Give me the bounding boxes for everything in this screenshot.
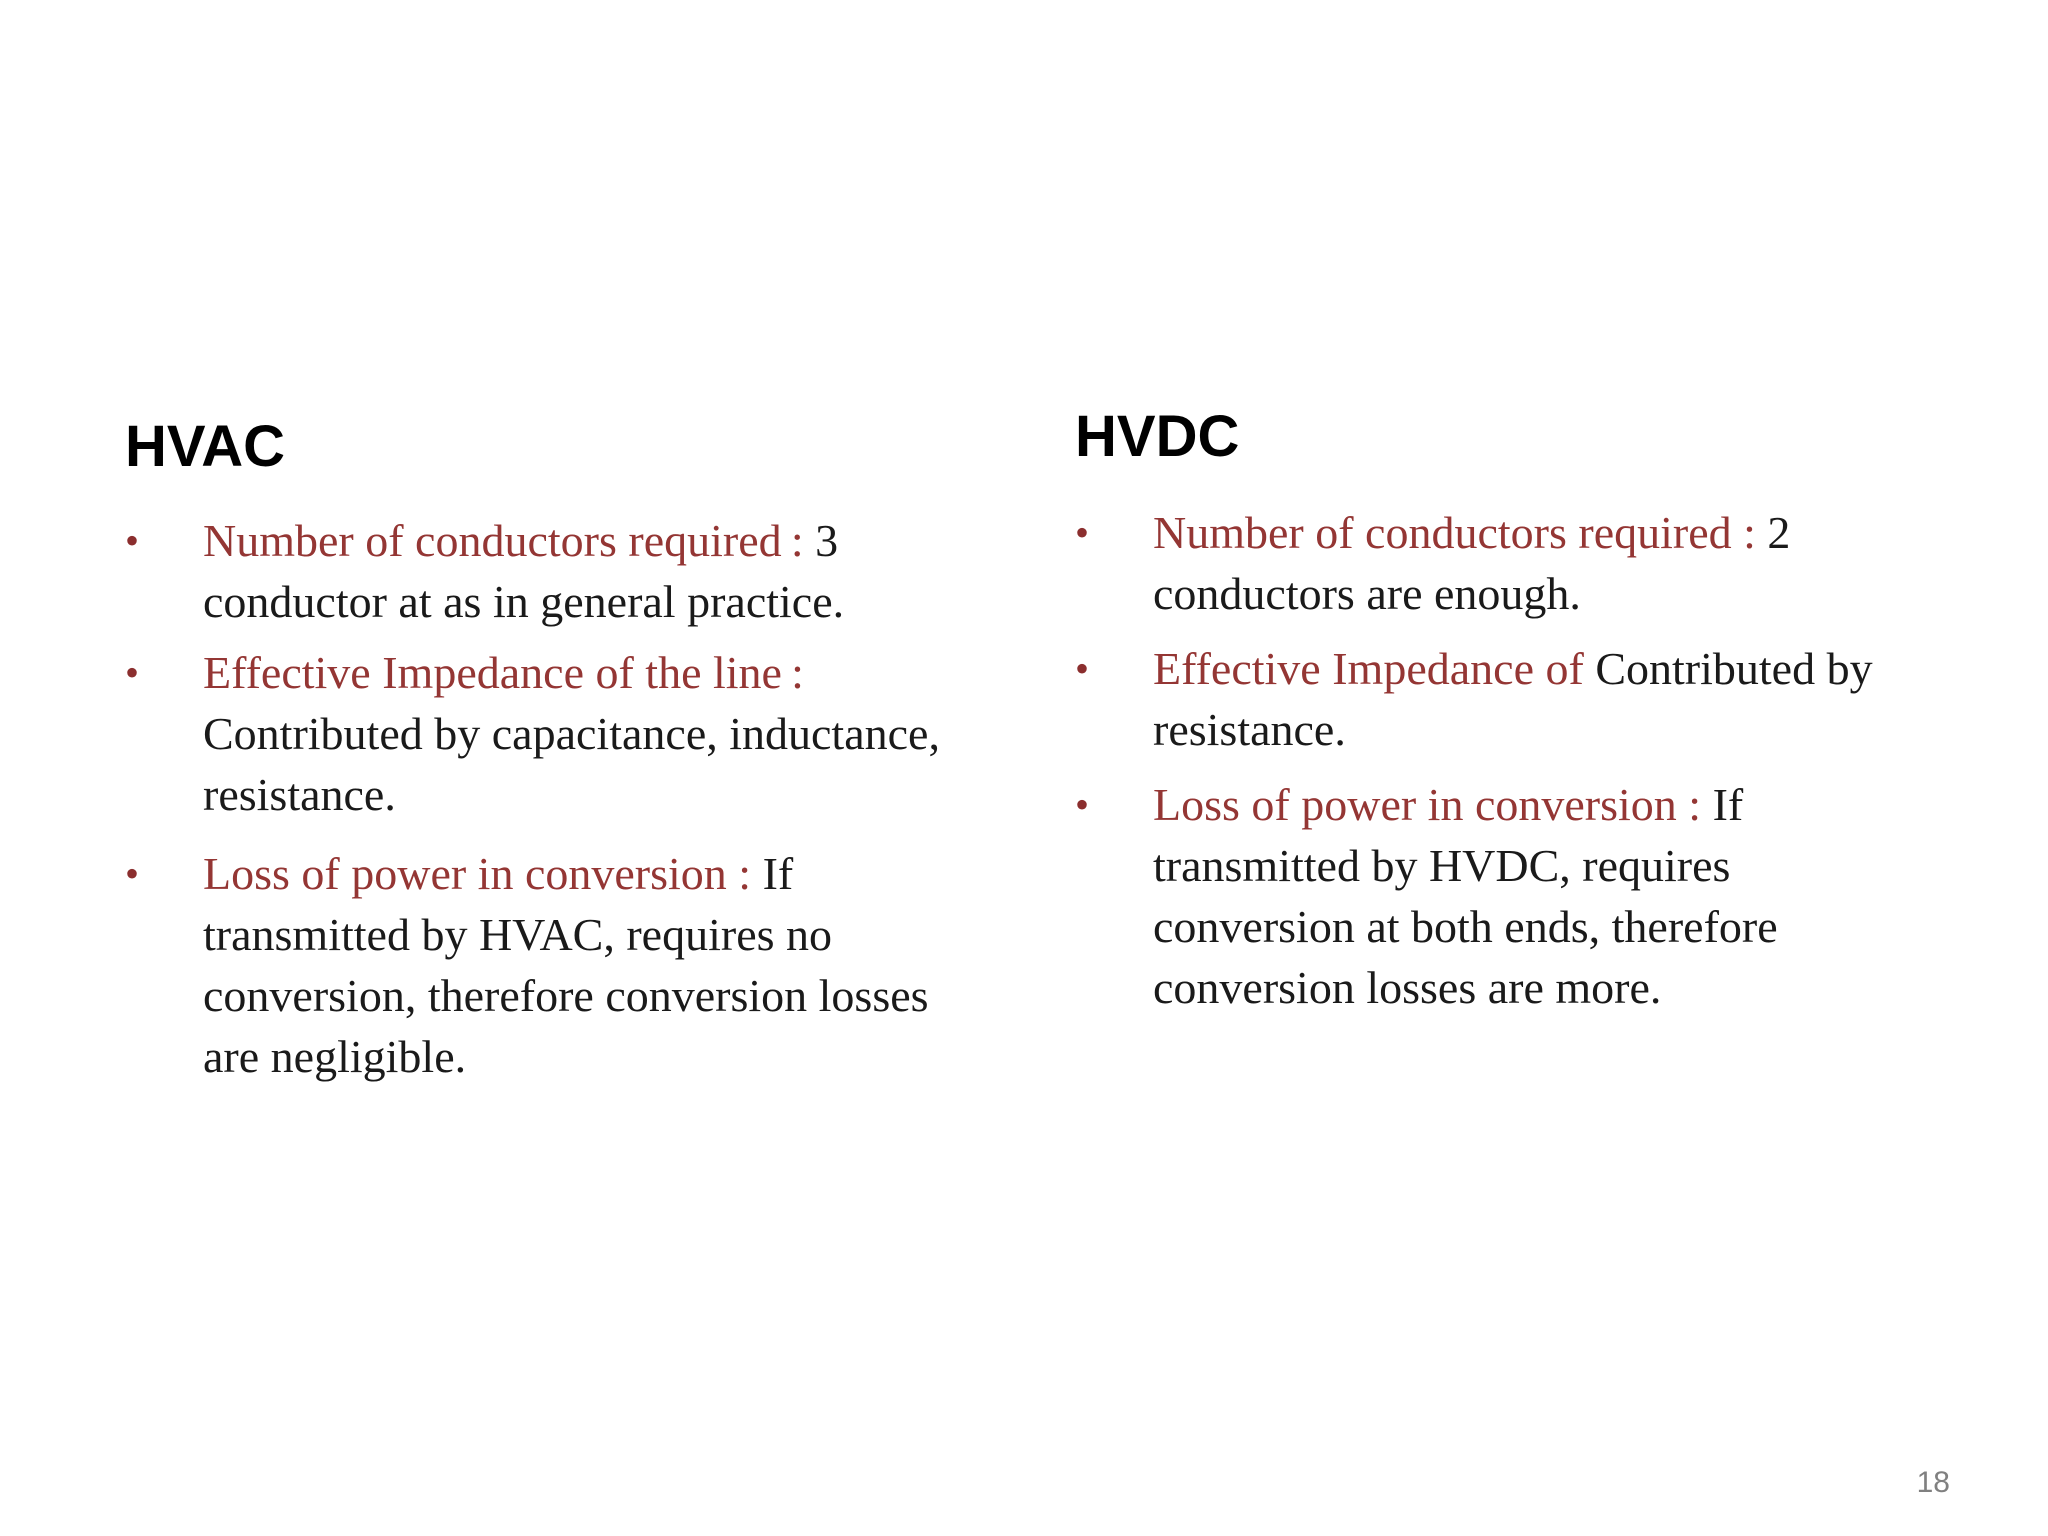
list-item <box>1075 638 1935 760</box>
bullet-icon: • <box>1075 510 1090 555</box>
item-label: Effective Impedance of the line : <box>203 647 804 698</box>
item-label: Number of conductors required : <box>1153 507 1768 558</box>
item-text: Contributed by resistance. <box>1153 643 1873 755</box>
bullet-icon: • <box>125 650 140 695</box>
item-label: Effective Impedance of <box>1153 643 1596 694</box>
hvdc-column <box>1075 402 1935 1032</box>
hvac-column <box>125 412 955 1105</box>
bullet-icon: • <box>125 851 140 896</box>
hvac-list <box>125 510 955 1087</box>
item-text: 2 conductors are enough. <box>1153 507 1791 619</box>
item-text: If transmitted by HVAC, requires no conversion, therefore conversion losses are negligible. <box>203 848 929 1082</box>
item-label: Number of conductors required : <box>203 515 816 566</box>
hvac-heading: HVAC <box>125 414 286 479</box>
list-item <box>125 510 955 632</box>
bullet-icon: • <box>1075 782 1090 827</box>
bullet-icon: • <box>125 518 140 563</box>
list-item <box>1075 774 1935 1018</box>
bullet-icon: • <box>1075 646 1090 691</box>
list-item <box>125 843 955 1087</box>
item-text: If transmitted by HVDC, requires conversion at both ends, therefore conversion losses are more. <box>1153 779 1778 1013</box>
item-text: 3 conductor at as in general practice. <box>203 515 845 627</box>
item-label: Loss of power in conversion : <box>203 848 763 899</box>
page-number: 18 <box>1916 1466 1950 1499</box>
item-text: Contributed by capacitance, inductance, resistance. <box>203 708 940 820</box>
list-item <box>1075 502 1935 624</box>
list-item <box>125 642 955 825</box>
hvdc-list <box>1075 502 1935 1018</box>
item-label: Loss of power in conversion : <box>1153 779 1713 830</box>
hvdc-heading: HVDC <box>1075 404 1240 469</box>
